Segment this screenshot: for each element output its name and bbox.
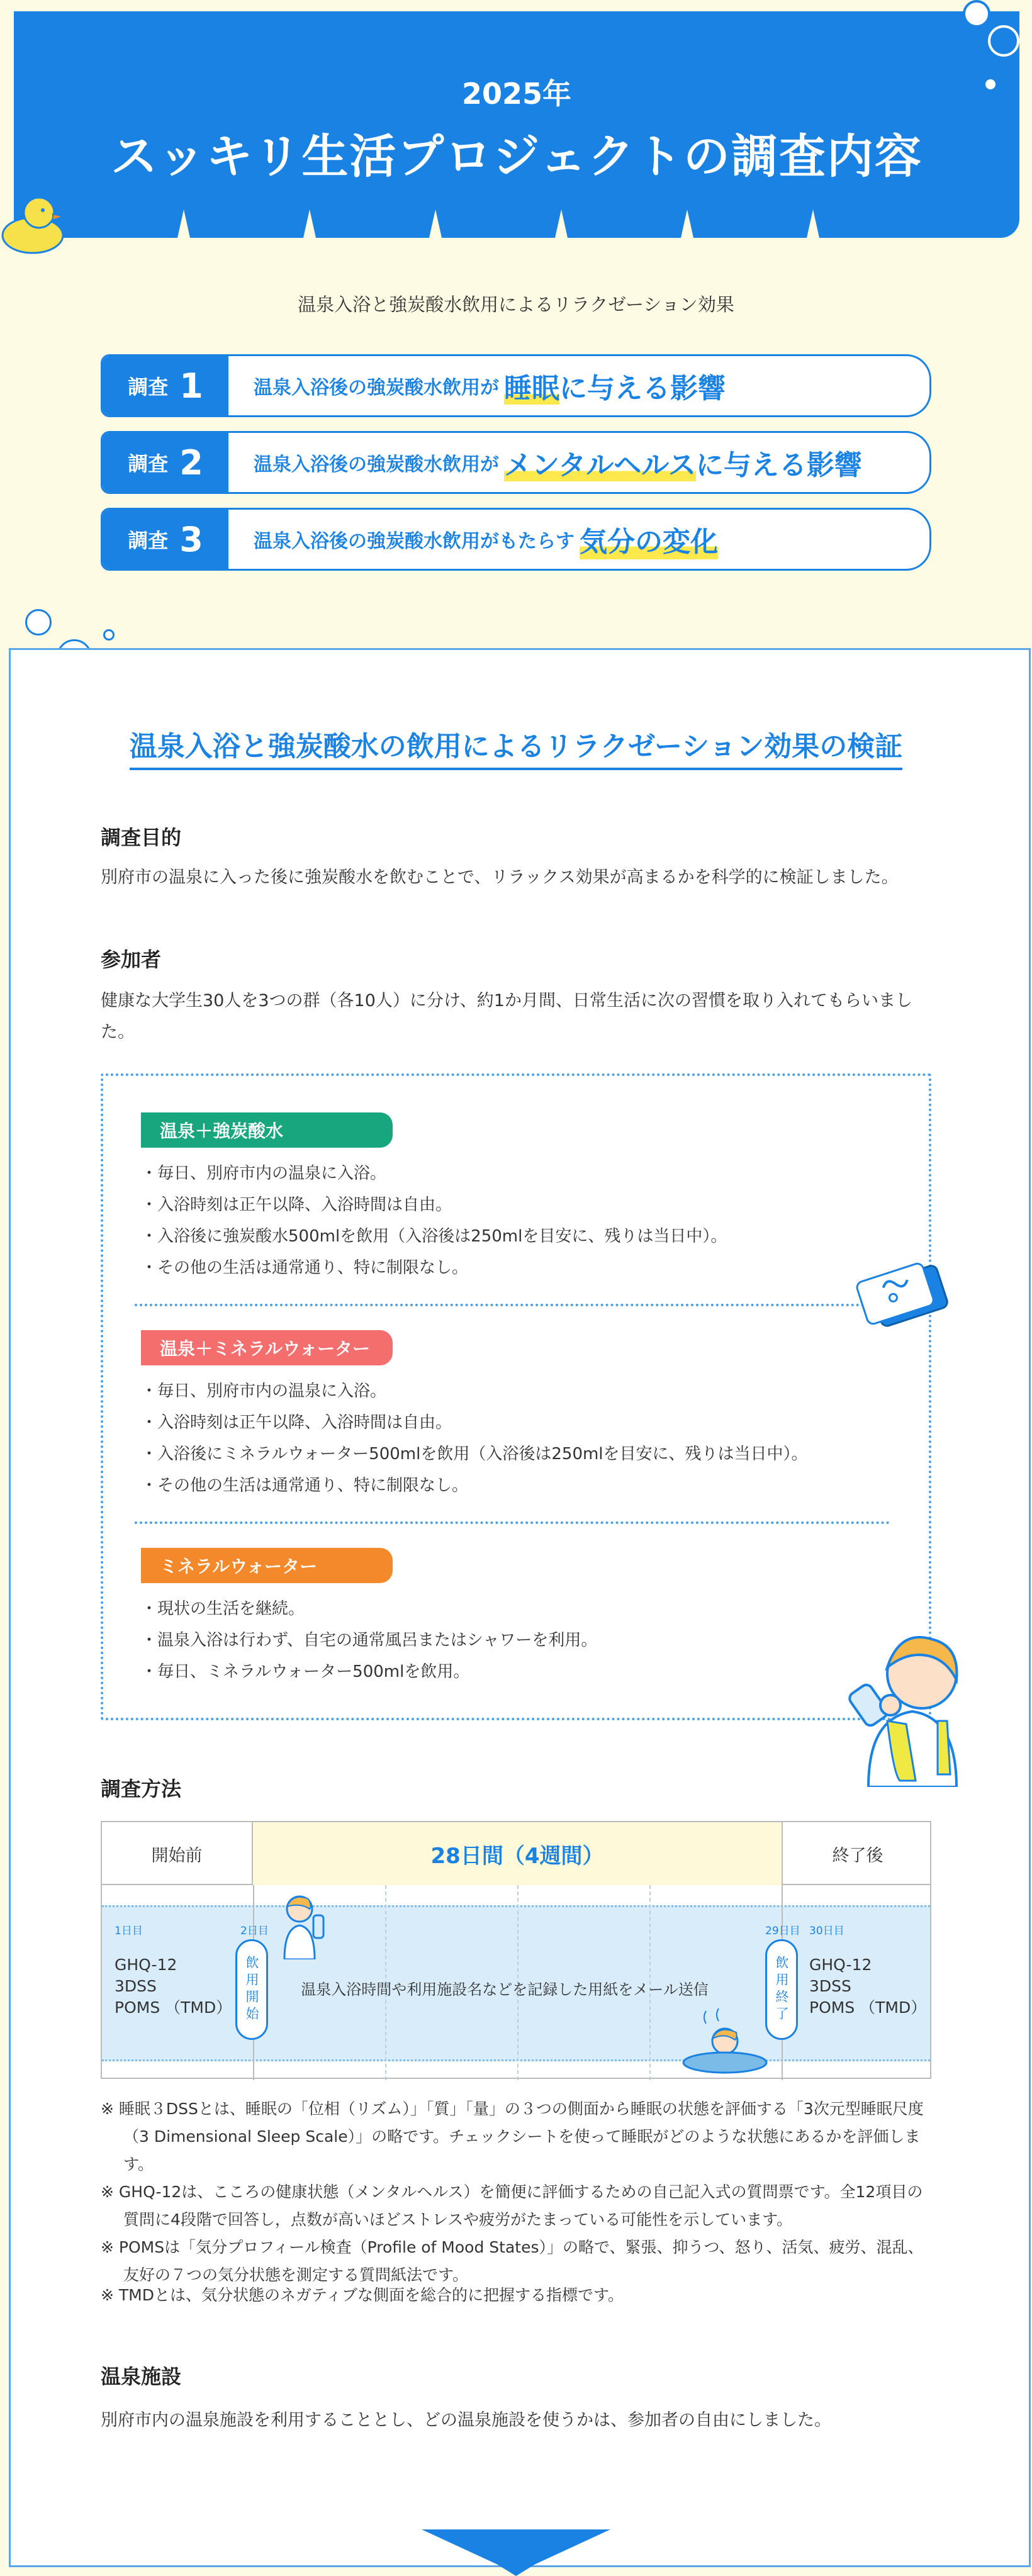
facility-text: 別府市内の温泉施設を利用することとし、どの温泉施設を使うかは、参加者の自由にしました。 (101, 2411, 831, 2430)
bubble-decoration (985, 79, 996, 89)
list-item: ・その他の生活は通常通り、特に制限なし。 (141, 1258, 469, 1277)
method-timeline (101, 1821, 931, 2079)
note-poms: ※ POMSは「気分プロフィール検査（Profile of Mood States）」の略で、緊張、抑うつ、怒り、活気、疲労、混乱、友好の７つの気分状態を測定する質問紙法です。 (101, 2238, 924, 2284)
header-title: スッキリ生活プロジェクトの調査内容 (111, 130, 923, 184)
list-item: ・温泉入浴は行わず、自宅の通常風呂またはシャワーを利用。 (141, 1631, 598, 1650)
timeline-header (102, 1822, 930, 1885)
groups-box (101, 1073, 931, 1720)
before-label: 開始前 (102, 1822, 253, 1885)
survey-topic: 睡眠に与える影響 (504, 372, 726, 405)
survey-lead: 温泉入浴後の強炭酸水飲用がもたらす (254, 530, 575, 552)
bathing-person-illustration (681, 2005, 769, 2074)
note-3dss: ※ 睡眠３DSSとは、睡眠の「位相（リズム）」「質」「量」の３つの側面から睡眠の状態を評価する「3次元型睡眠尺度（3 Dimensional Sleep Scale）」の略です。チェックシートを使って睡眠がどのような状態にあるかを評価します。 (101, 2100, 924, 2173)
list-item: ・現状の生活を継続。 (141, 1599, 305, 1618)
purpose-text: 別府市の温泉に入った後に強炭酸水を飲むことで、リラックス効果が高まるかを科学的に検証しました。 (101, 868, 899, 887)
survey-row-1 (101, 354, 931, 417)
divider (135, 1521, 890, 1524)
facility-heading: 温泉施設 (101, 2365, 182, 2388)
list-item: ・入浴時刻は正午以降、入浴時間は自由。 (141, 1413, 452, 1432)
survey-number: 1 (179, 366, 203, 406)
header-year: 2025年 (461, 77, 572, 111)
day-label: 29日目 (765, 1925, 800, 1937)
scales-before: GHQ-12 3DSS POMS （TMD） (115, 1956, 232, 2017)
survey-number: 2 (179, 442, 203, 483)
survey-lead: 温泉入浴後の強炭酸水飲用が (254, 454, 499, 476)
list-item: ・毎日、別府市内の温泉に入浴。 (141, 1382, 387, 1401)
list-item: ・入浴後に強炭酸水500mlを飲用（入浴後は250mlを目安に、残りは当日中）。 (141, 1227, 727, 1246)
purpose-heading: 調査目的 (101, 826, 182, 849)
survey-topic: メンタルヘルスに与える影響 (504, 449, 862, 481)
group-list (141, 1375, 896, 1501)
group-list (141, 1158, 896, 1284)
bubble-decoration (25, 609, 52, 636)
bubble-decoration (963, 0, 990, 28)
participants-text: 健康な大学生30人を3つの群（各10人）に分け、約1か月間、日常生活に次の習慣を取り入れてもらいました。 (101, 991, 912, 1042)
list-item: ・入浴時刻は正午以降、入浴時間は自由。 (141, 1196, 452, 1214)
header-notches (14, 200, 1019, 238)
group-tag: 温泉＋ミネラルウォーター (141, 1330, 393, 1365)
method-heading: 調査方法 (101, 1777, 182, 1801)
period-label: 28日間（4週間） (253, 1822, 782, 1885)
list-item: ・入浴後にミネラルウォーター500mlを飲用（入浴後は250mlを目安に、残りは当日中）。 (141, 1445, 808, 1464)
person-bottle-illustration (278, 1890, 328, 1959)
bubble-decoration (988, 25, 1019, 57)
rubber-duck-icon (0, 189, 69, 258)
survey-number-badge (103, 510, 228, 569)
list-item: ・毎日、ミネラルウォーター500mlを飲用。 (141, 1662, 470, 1681)
day-label: 2日目 (240, 1925, 269, 1937)
survey-label: 調査 (128, 452, 169, 476)
survey-row-3 (101, 508, 931, 571)
survey-row-2 (101, 431, 931, 494)
survey-number-badge (103, 433, 228, 492)
end-drinking-tag: 飲用終了 (765, 1939, 798, 2040)
subtitle: 温泉入浴と強炭酸水飲用によるリラクゼーション効果 (298, 294, 734, 315)
towel-icon (850, 1256, 963, 1338)
day-label: 1日目 (115, 1925, 143, 1937)
bubble-decoration (103, 629, 115, 641)
survey-number-badge (103, 356, 228, 415)
group-tag: ミネラルウォーター (141, 1548, 393, 1583)
participants-heading: 参加者 (101, 948, 162, 972)
survey-lead: 温泉入浴後の強炭酸水飲用が (254, 377, 499, 399)
start-drinking-tag: 飲用開始 (235, 1939, 268, 2040)
header-banner (14, 11, 1019, 238)
list-item: ・その他の生活は通常通り、特に制限なし。 (141, 1476, 469, 1495)
group-tag: 温泉＋強炭酸水 (141, 1112, 393, 1148)
card-title: 温泉入浴と強炭酸水の飲用によるリラクゼーション効果の検証 (0, 724, 1032, 764)
survey-label: 調査 (128, 529, 169, 552)
survey-label: 調査 (128, 375, 169, 399)
note-ghq12: ※ GHQ-12は、こころの健康状態（メンタルヘルス）を簡便に評価するための自己記入式の質問票です。全12項目の質問に4段階で回答し，点数が高いほどストレスや疲労がたまっている可能性を示しています。 (101, 2183, 923, 2229)
divider (135, 1304, 890, 1306)
daily-record-text: 温泉入浴時間や利用施設名などを記録した用紙をメール送信 (301, 1981, 709, 1998)
group-list (141, 1593, 896, 1688)
survey-topic: 気分の変化 (580, 519, 718, 559)
survey-number: 3 (179, 519, 203, 559)
list-item: ・毎日、別府市内の温泉に入浴。 (141, 1164, 387, 1183)
note-tmd: ※ TMDとは、気分状態のネガティブな側面を総合的に把握する指標です。 (101, 2286, 624, 2304)
scales-after: GHQ-12 3DSS POMS （TMD） (809, 1956, 927, 2017)
day-label: 30日目 (809, 1925, 844, 1937)
after-label: 終了後 (782, 1822, 933, 1885)
drinking-person-illustration (843, 1611, 969, 1787)
